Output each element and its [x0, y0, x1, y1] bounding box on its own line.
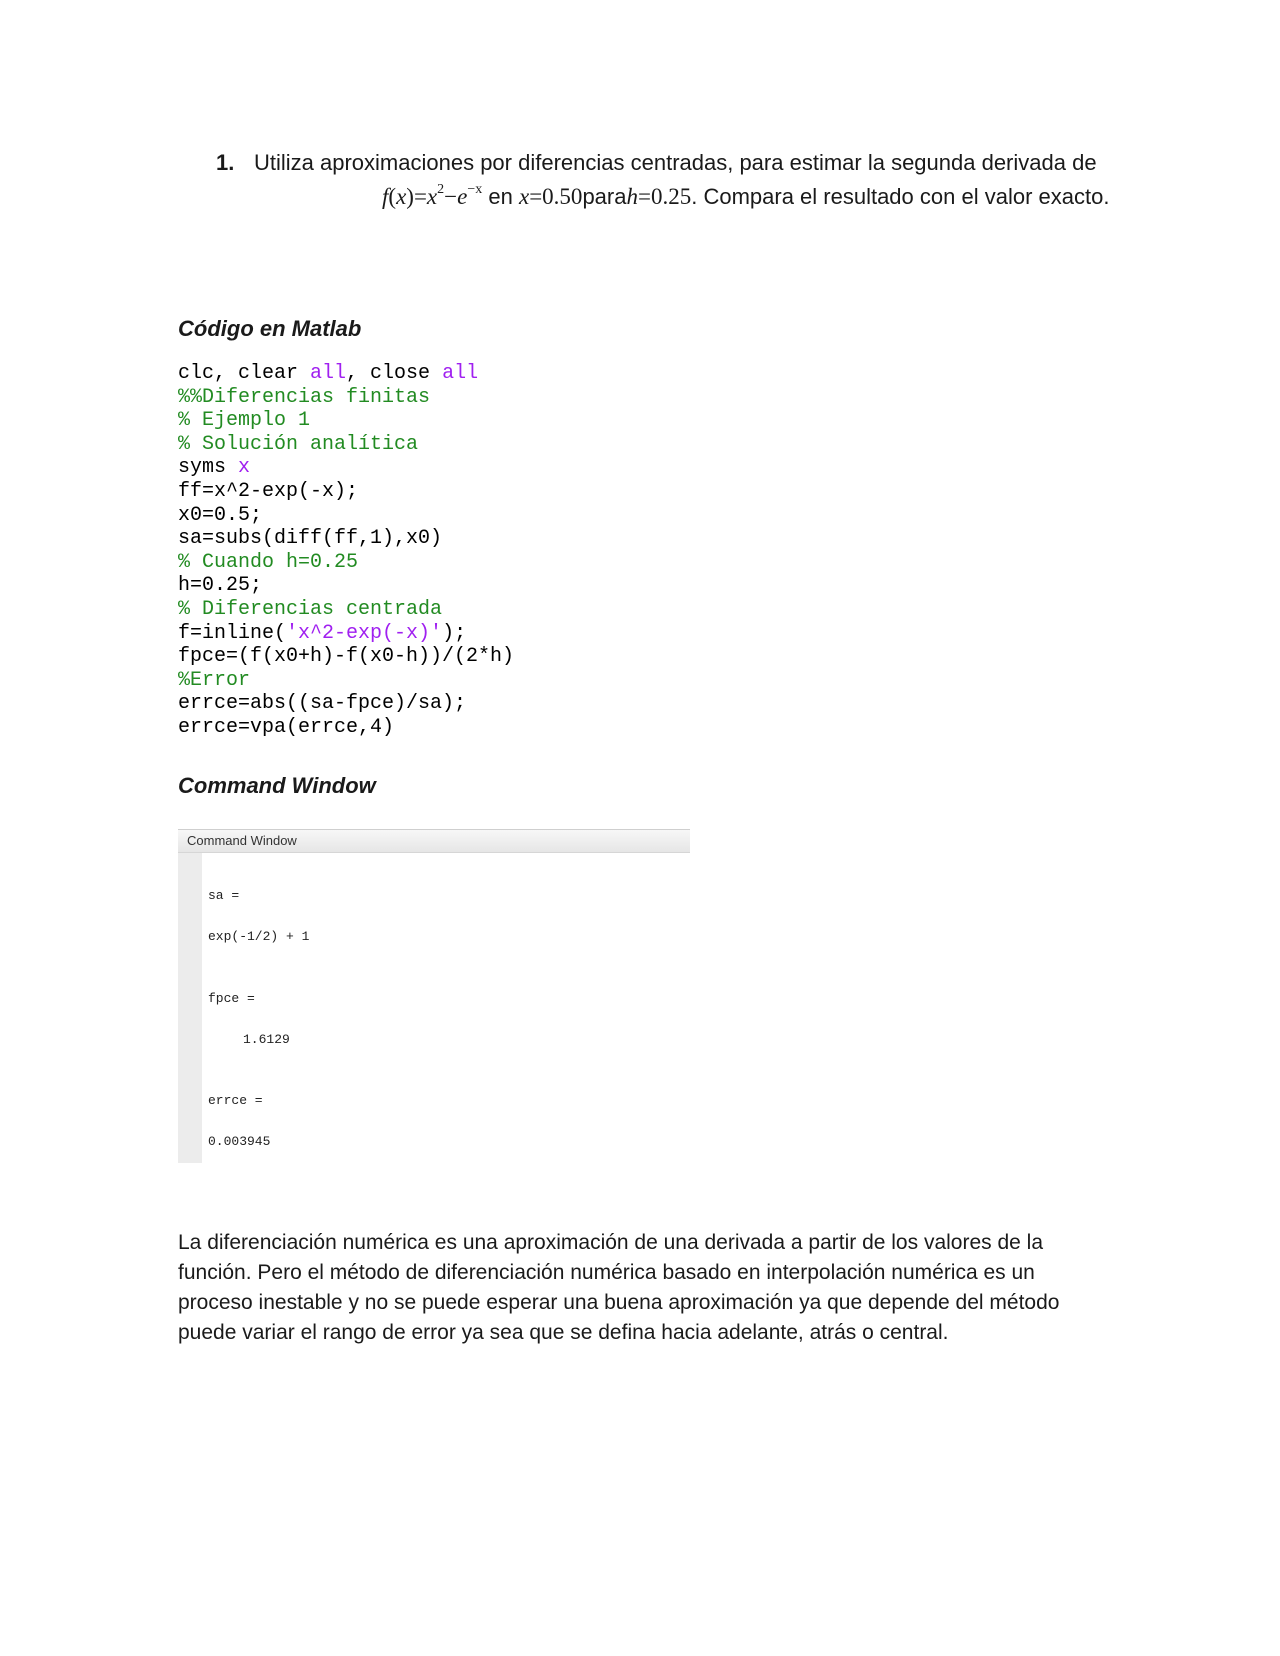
sa-label: sa = — [208, 888, 240, 903]
problem-text — [254, 146, 1116, 214]
command-window-title: Command Window — [178, 829, 690, 853]
function-formula: $f(x)=x^2-e^{-x}$ — [382, 182, 483, 209]
conclusion-paragraph: La diferenciación numérica es una aproximación de una derivada a partir de los valores de la función. Pero el método de diferenciación numérica basado en interpolación numérica es un proceso inestable y no se puede esperar una buena aproximación ya que depende del método puede variar el rango de error ya sea que se defina hacia adelante, atrás o central. — [178, 1231, 1060, 1344]
matlab-code-block: clc, clear all, close all %%Diferencias finitas % Ejemplo 1 % Solución analítica syms x ff=x^2-exp(-x); x0=0.5; sa=subs(diff(ff,1),x0) % Cuando h=0.25 h=0.25; % Diferencias centrada f=inline('x^2-exp(-x)'); fpce=(f(x0+h)-f(x0-h))/(2*h) %Error errce=abs((sa-fpce)/sa); errce=vpa(errce,4) — [178, 362, 515, 739]
errce-label: errce = — [208, 1093, 263, 1108]
errce-value: 0.003945 — [208, 1134, 271, 1149]
fpce-value: 1.6129 — [243, 1032, 290, 1047]
h-value: h=0.25 — [626, 184, 692, 209]
sa-value: exp(-1/2) + 1 — [208, 929, 310, 944]
problem-number: 1. — [216, 150, 235, 175]
problem-text-part1: Utiliza aproximaciones por diferencias centradas, para estimar la segunda derivada de — [254, 150, 1097, 175]
command-window-gutter — [178, 853, 202, 1163]
x-value: x=0.50 — [518, 184, 583, 209]
command-window-screenshot — [178, 829, 690, 1163]
problem-text-part2: . Compara el resultado con el valor exacto. — [691, 184, 1110, 209]
command-window-output — [178, 853, 690, 1163]
fpce-label: fpce = — [208, 991, 255, 1006]
command-window-heading: Command Window — [178, 773, 376, 798]
text-en: en — [488, 184, 513, 209]
problem-statement — [216, 146, 1116, 214]
text-para: para — [582, 184, 627, 209]
code-heading: Código en Matlab — [178, 316, 362, 341]
